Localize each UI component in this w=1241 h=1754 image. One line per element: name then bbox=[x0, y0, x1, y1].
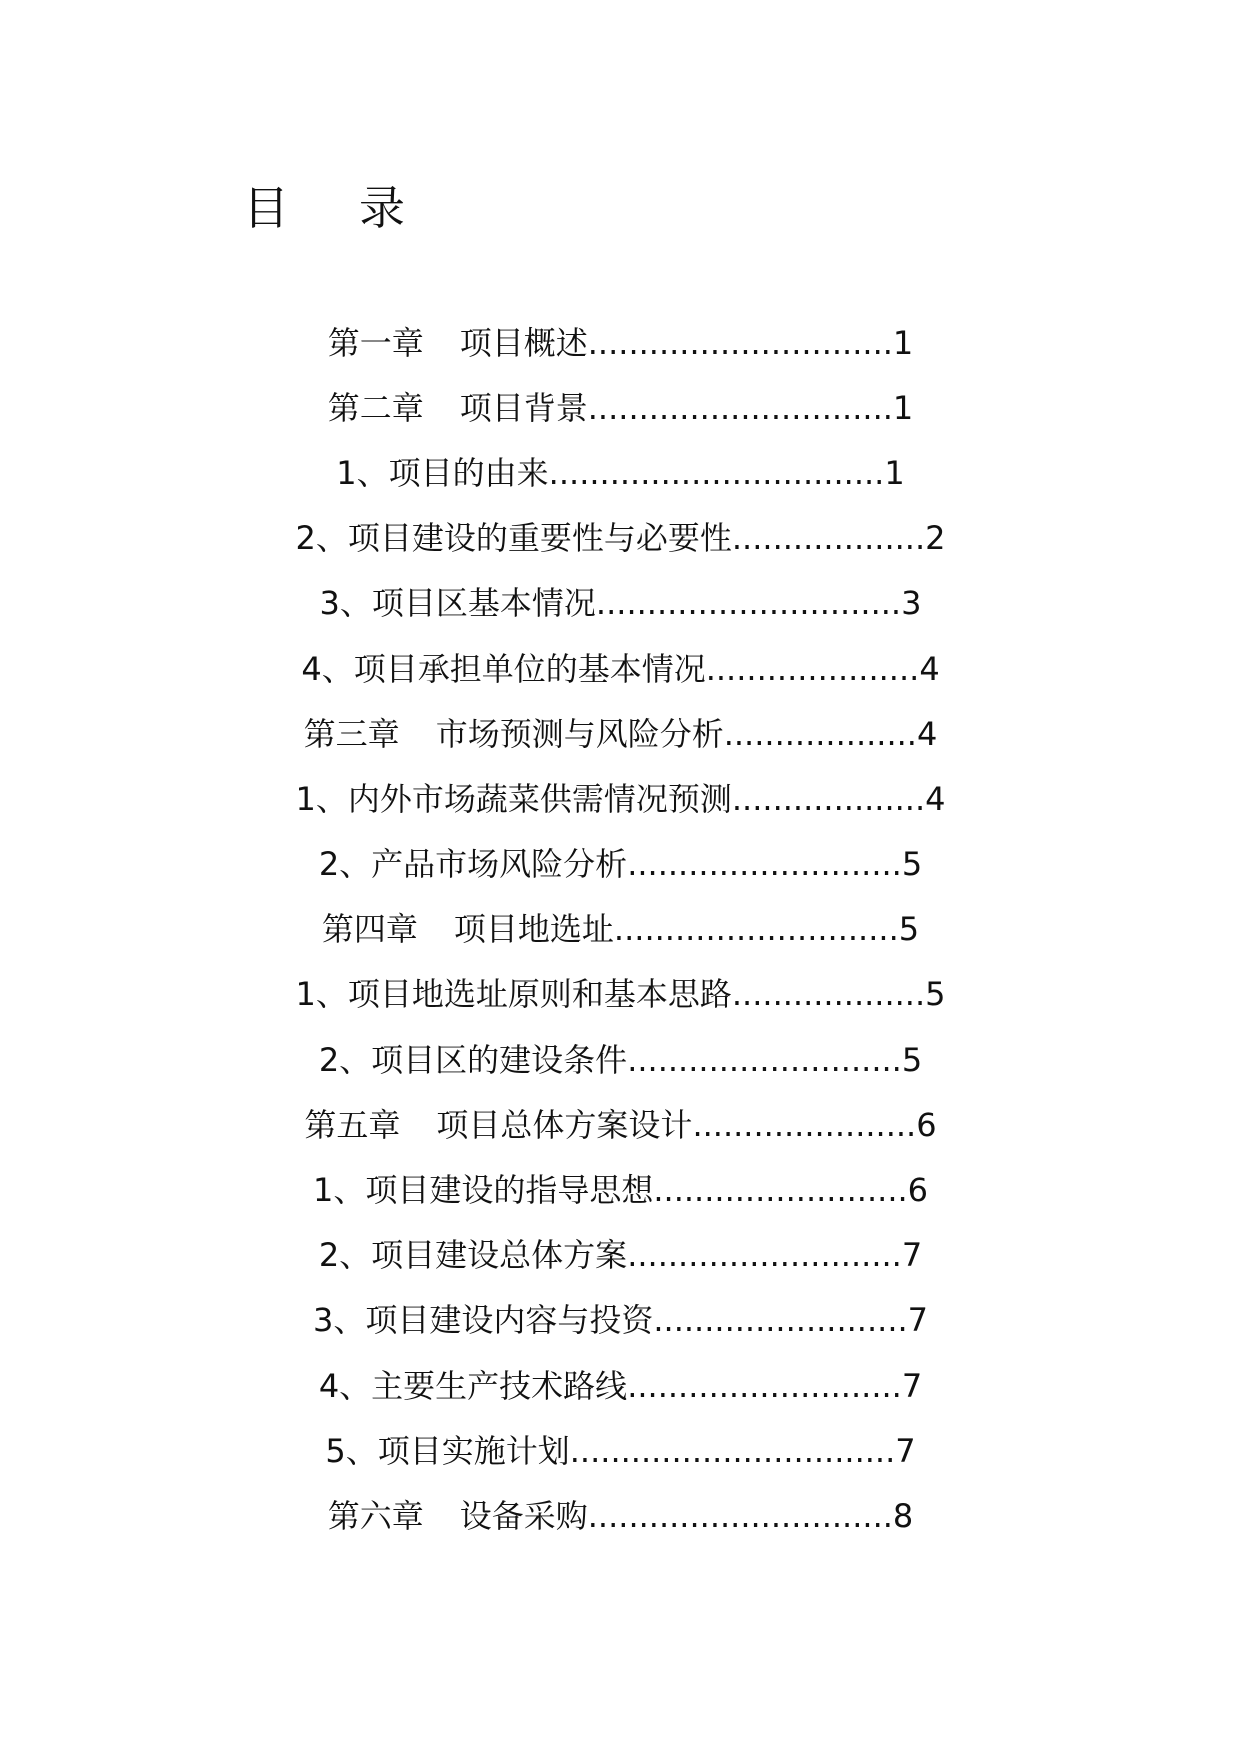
toc-entry-leader: ...................... bbox=[692, 1105, 917, 1144]
toc-entry[interactable] bbox=[0, 1418, 1241, 1483]
toc-entry-title: 项目地选址 bbox=[453, 910, 614, 949]
toc-heading-char-1: 目 bbox=[243, 181, 289, 235]
toc-entry-leader: ......................... bbox=[653, 1171, 908, 1210]
toc-entry-label: 第五章 bbox=[304, 1105, 401, 1144]
toc-entry-leader: ........................... bbox=[627, 845, 902, 884]
toc-entry-page: 1 bbox=[884, 453, 905, 492]
toc-entry-page: 5 bbox=[925, 975, 946, 1014]
toc-entry[interactable] bbox=[0, 375, 1241, 440]
toc-entry[interactable] bbox=[0, 440, 1241, 505]
toc-entry[interactable] bbox=[0, 636, 1241, 701]
toc-entry-title: 项目概述 bbox=[459, 323, 588, 362]
toc-entry-page: 4 bbox=[925, 779, 946, 818]
toc-entry-page: 7 bbox=[901, 1236, 923, 1275]
toc-heading-char-2: 录 bbox=[359, 181, 405, 235]
toc-entry-page: 1 bbox=[892, 388, 914, 427]
toc-entry[interactable] bbox=[0, 766, 1241, 831]
toc-entry[interactable] bbox=[0, 897, 1241, 962]
toc-entry[interactable] bbox=[0, 962, 1241, 1027]
toc-entry[interactable] bbox=[0, 1092, 1241, 1157]
toc-entry-leader: ................................. bbox=[548, 453, 885, 492]
toc-entry-title: 项目背景 bbox=[459, 388, 588, 427]
toc-entry[interactable] bbox=[0, 310, 1241, 375]
toc-entry-title: 2、产品市场风险分析 bbox=[318, 845, 628, 884]
toc-entry-label: 第四章 bbox=[321, 910, 418, 949]
toc-entry-leader: ................... bbox=[723, 714, 917, 753]
toc-entry-title: 项目总体方案设计 bbox=[436, 1105, 693, 1144]
toc-entry-leader: ........................... bbox=[627, 1040, 902, 1079]
toc-entry-page: 1 bbox=[892, 323, 914, 362]
toc-entry-leader: .............................. bbox=[595, 584, 902, 623]
toc-entry-leader: ......................... bbox=[653, 1301, 908, 1340]
toc-entry[interactable] bbox=[0, 1288, 1241, 1353]
toc-entry-title: 1、内外市场蔬菜供需情况预测 bbox=[295, 779, 732, 818]
toc-entry[interactable] bbox=[0, 701, 1241, 766]
toc-entry[interactable] bbox=[0, 506, 1241, 571]
toc-entry-title: 5、项目实施计划 bbox=[325, 1431, 570, 1470]
toc-entry-leader: .............................. bbox=[587, 1496, 893, 1535]
toc-list bbox=[0, 310, 1241, 1549]
toc-entry-leader: ........................... bbox=[627, 1366, 902, 1405]
toc-entry-page: 5 bbox=[901, 845, 923, 884]
toc-entry-leader: ..................... bbox=[705, 649, 920, 688]
toc-entry[interactable] bbox=[0, 1157, 1241, 1222]
toc-entry-page: 3 bbox=[901, 584, 922, 623]
toc-entry-page: 6 bbox=[907, 1171, 929, 1210]
toc-entry-title: 1、项目建设的指导思想 bbox=[312, 1171, 654, 1210]
toc-entry-title: 设备采购 bbox=[459, 1496, 588, 1535]
toc-entry-title: 4、主要生产技术路线 bbox=[318, 1366, 628, 1405]
toc-entry-page: 4 bbox=[916, 714, 938, 753]
toc-entry-title: 市场预测与风险分析 bbox=[435, 714, 724, 753]
toc-entry-page: 2 bbox=[925, 519, 946, 558]
toc-entry[interactable] bbox=[0, 1483, 1241, 1548]
toc-entry-title: 3、项目区基本情况 bbox=[319, 584, 596, 623]
toc-entry-leader: ................... bbox=[731, 975, 926, 1014]
toc-entry-leader: .............................. bbox=[587, 388, 893, 427]
toc-entry[interactable] bbox=[0, 1027, 1241, 1092]
toc-entry-leader: ................... bbox=[731, 519, 926, 558]
toc-entry-page: 7 bbox=[907, 1301, 929, 1340]
toc-entry-page: 7 bbox=[901, 1366, 923, 1405]
toc-entry-title: 2、项目区的建设条件 bbox=[318, 1040, 628, 1079]
toc-entry-label: 第六章 bbox=[327, 1496, 424, 1535]
toc-entry-label: 第三章 bbox=[303, 714, 400, 753]
toc-entry-page: 5 bbox=[901, 1040, 923, 1079]
toc-entry-leader: ........................... bbox=[627, 1236, 902, 1275]
toc-entry[interactable] bbox=[0, 571, 1241, 636]
toc-entry-page: 5 bbox=[898, 910, 920, 949]
toc-entry-page: 8 bbox=[892, 1496, 914, 1535]
toc-entry-leader: ................... bbox=[731, 779, 926, 818]
toc-entry-leader: .............................. bbox=[587, 323, 893, 362]
toc-entry-page: 7 bbox=[895, 1431, 916, 1470]
toc-entry-title: 2、项目建设的重要性与必要性 bbox=[295, 519, 732, 558]
toc-entry[interactable] bbox=[0, 832, 1241, 897]
toc-entry-label: 第二章 bbox=[327, 388, 424, 427]
toc-entry-label: 第一章 bbox=[327, 323, 424, 362]
toc-entry[interactable] bbox=[0, 1353, 1241, 1418]
toc-entry-page: 4 bbox=[919, 649, 940, 688]
toc-entry-leader: ............................ bbox=[613, 910, 899, 949]
toc-heading bbox=[243, 178, 405, 238]
toc-entry-title: 4、项目承担单位的基本情况 bbox=[301, 649, 706, 688]
toc-entry-title: 1、项目的由来 bbox=[336, 453, 549, 492]
toc-entry[interactable] bbox=[0, 1223, 1241, 1288]
toc-entry-title: 2、项目建设总体方案 bbox=[318, 1236, 628, 1275]
toc-entry-page: 6 bbox=[916, 1105, 937, 1144]
toc-entry-leader: ................................ bbox=[569, 1431, 896, 1470]
toc-entry-title: 1、项目地选址原则和基本思路 bbox=[295, 975, 732, 1014]
toc-entry-title: 3、项目建设内容与投资 bbox=[312, 1301, 654, 1340]
